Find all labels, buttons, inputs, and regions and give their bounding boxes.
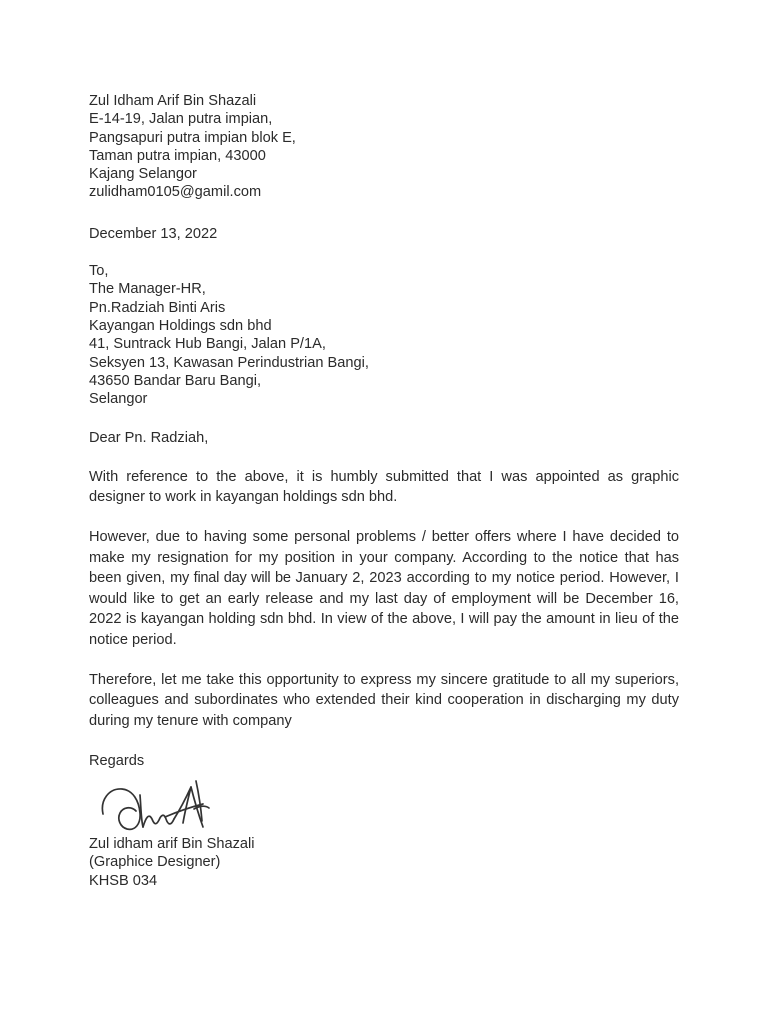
recipient-title: The Manager-HR, bbox=[89, 281, 206, 298]
recipient-to-label: To, bbox=[89, 263, 109, 280]
signature-icon bbox=[95, 773, 295, 835]
closing-block bbox=[89, 752, 679, 890]
body-paragraph-2 bbox=[89, 527, 679, 651]
signatory-position: (Graphice Designer) bbox=[89, 854, 221, 871]
sender-address-block bbox=[89, 92, 679, 202]
spacer-before-salutation bbox=[89, 408, 679, 429]
spacer-before-date bbox=[89, 202, 679, 225]
body-paragraph-2-emphasis: my final day will be bbox=[170, 570, 291, 587]
closing-regards: Regards bbox=[89, 753, 145, 770]
signature-image bbox=[95, 773, 295, 835]
body-paragraph-3: Therefore, let me take this opportunity to express my sincere gratitude to all my superiors, colleagues and subordinates who extended their kind cooperation in discharging my duty during my tenure with company bbox=[89, 671, 679, 729]
spacer-before-paragraph-1 bbox=[89, 448, 679, 467]
body-paragraph-2-part-1: However, due to having some personal problems / better offers where I have decided to make my resignation for my position in your company. According to the notice that has been given, bbox=[89, 528, 679, 587]
signatory-name: Zul idham arif Bin Shazali bbox=[89, 835, 255, 852]
sender-address-line-1: E-14-19, Jalan putra impian, bbox=[89, 111, 273, 128]
recipient-address-line-4: Selangor bbox=[89, 391, 148, 408]
recipient-company: Kayangan Holdings sdn bhd bbox=[89, 317, 272, 334]
signatory-employee-id: KHSB 034 bbox=[89, 872, 158, 889]
body-paragraph-2-part-2: January 2, 2023 according to my notice period. However, I would like to get an early release and my last day of employment will be December 16, 2022 is kayangan holding sdn bhd. In view of the above, I will pay the amount in lieu of the notice period. bbox=[89, 570, 679, 648]
body-paragraph-1: With reference to the above, it is humbly submitted that I was appointed as graphic designer to work in kayangan holdings sdn bhd. bbox=[89, 468, 679, 506]
recipient-address-line-2: Seksyen 13, Kawasan Perindustrian Bangi, bbox=[89, 354, 369, 371]
sender-address-line-2: Pangsapuri putra impian blok E, bbox=[89, 129, 296, 146]
spacer-before-paragraph-3 bbox=[89, 651, 679, 670]
letter-date: December 13, 2022 bbox=[89, 225, 218, 242]
letter-body bbox=[89, 92, 679, 890]
recipient-address-line-1: 41, Suntrack Hub Bangi, Jalan P/1A, bbox=[89, 336, 326, 353]
spacer-before-recipient bbox=[89, 243, 679, 262]
salutation-block bbox=[89, 429, 679, 447]
spacer-before-closing bbox=[89, 731, 679, 752]
recipient-name: Pn.Radziah Binti Aris bbox=[89, 299, 226, 316]
recipient-address-block bbox=[89, 262, 679, 408]
sender-address-line-3: Taman putra impian, 43000 bbox=[89, 147, 266, 164]
sender-address-line-4: Kajang Selangor bbox=[89, 166, 197, 183]
salutation: Dear Pn. Radziah, bbox=[89, 430, 209, 447]
letter-date-block bbox=[89, 225, 679, 243]
sender-email: zulidham0105@gamil.com bbox=[89, 184, 262, 201]
recipient-address-line-3: 43650 Bandar Baru Bangi, bbox=[89, 372, 262, 389]
sender-name: Zul Idham Arif Bin Shazali bbox=[89, 93, 257, 109]
spacer-before-paragraph-2 bbox=[89, 508, 679, 527]
